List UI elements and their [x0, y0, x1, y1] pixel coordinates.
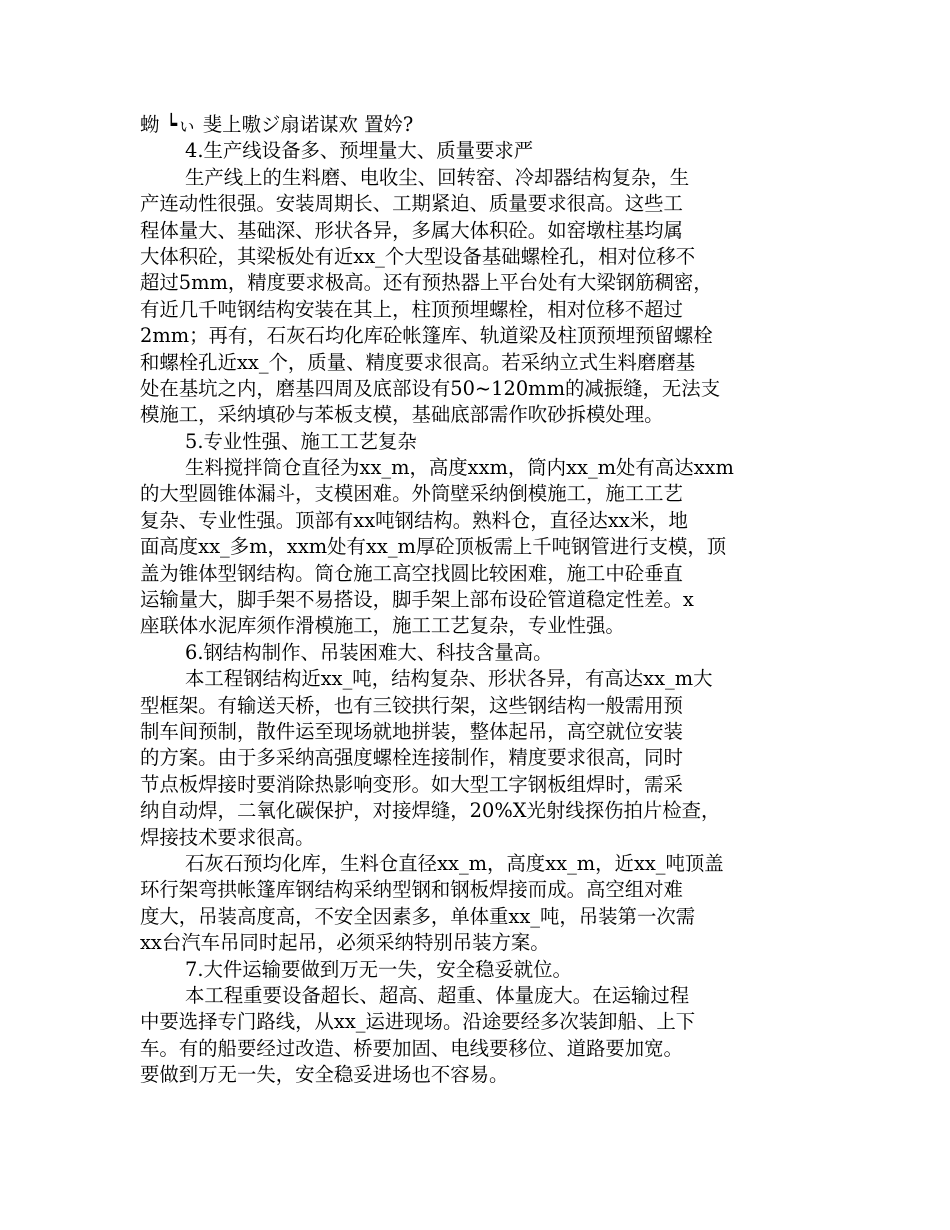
text-line: 座联体水泥库须作滑模施工，施工工艺复杂，专业性强。 — [140, 614, 625, 638]
text-line: 6.钢结构制作、吊装困难大、科技含量高。 — [185, 640, 553, 664]
document-body — [140, 112, 812, 1088]
text-line: 程体量大、基础深、形状各异，多属大体积砼。如窑墩柱基均属 — [140, 218, 683, 242]
text-line: 超过5mm，精度要求极高。还有预热器上平台处有大梁钢筋稠密， — [140, 271, 713, 295]
text-line: 生料搅拌筒仓直径为xx_m，高度xxm，筒内xx_m处有高达xxm — [185, 456, 734, 480]
text-line: 盖为锥体型钢结构。筒仓施工高空找圆比较困难，施工中砼垂直 — [140, 561, 683, 585]
text-line: 本工程钢结构近xx_吨，结构复杂、形状各异，有高达xx_m大 — [185, 667, 713, 691]
text-line: 车。有的船要经过改造、桥要加固、电线要移位、道路要加宽。 — [140, 1036, 683, 1060]
text-line: 的方案。由于多采纳高强度螺栓连接制作，精度要求很高，同时 — [140, 746, 683, 770]
text-line: 的大型圆锥体漏斗，支模困难。外筒壁采纳倒模施工，施工工艺 — [140, 482, 683, 506]
text-line: 模施工，采纳填砂与苯板支模，基础底部需作吹砂拆模处理。 — [140, 403, 664, 427]
text-line: 大体积砼，其梁板处有近xx_个大型设备基础螺栓孔，相对位移不 — [140, 244, 696, 268]
text-line: 石灰石预均化库，生料仓直径xx_m，高度xx_m，近xx_吨顶盖 — [185, 851, 724, 875]
text-line: 2mm；再有，石灰石均化库砼帐篷库、轨道梁及柱顶预埋预留螺栓 — [140, 324, 713, 348]
text-line: 复杂、专业性强。顶部有xx吨钢结构。熟料仓，直径达xx米，地 — [140, 508, 688, 532]
text-line: 中要选择专门路线，从xx_运进现场。沿途要经多次装卸船、上下 — [140, 1010, 696, 1034]
text-line: xx台汽车吊同时起吊，必须采纳特别吊装方案。 — [140, 931, 550, 955]
text-line: 纳自动焊，二氧化碳保护，对接焊缝，20%X光射线探伤拍片检查， — [140, 799, 721, 823]
text-line: 有近几千吨钢结构安装在其上，柱顶预埋螺栓，相对位移不超过 — [140, 297, 683, 321]
text-line: 制车间预制，散件运至现场就地拼装，整体起吊，高空就位安装 — [140, 719, 683, 743]
text-line: 节点板焊接时要消除热影响变形。如大型工字钢板组焊时，需采 — [140, 772, 683, 796]
text-line: 生产线上的生料磨、电收尘、回转窑、冷却器结构复杂，生 — [185, 165, 690, 189]
text-line: 焊接技术要求很高。 — [140, 825, 315, 849]
text-line: 处在基坑之内，磨基四周及底部设有50~120mm的减振缝，无法支 — [140, 376, 721, 400]
text-line: 要做到万无一失，安全稳妥进场也不容易。 — [140, 1063, 509, 1087]
text-line: 产连动性很强。安装周期长、工期紧迫、质量要求很高。这些工 — [140, 192, 683, 216]
text-line: 和螺栓孔近xx_个，质量、精度要求很高。若采纳立式生料磨磨基 — [140, 350, 696, 374]
text-line: 型框架。有输送天桥，也有三铰拱行架，这些钢结构一般需用预 — [140, 693, 683, 717]
text-line: 4.生产线设备多、预埋量大、质量要求严 — [185, 139, 534, 163]
text-line: 运输量大，脚手架不易搭设，脚手架上部布设砼管道稳定性差。x — [140, 588, 694, 612]
text-line: 7.大件运输要做到万无一失，安全稳妥就位。 — [185, 957, 572, 981]
text-line: 度大，吊装高度高，不安全因素多，单体重xx_吨，吊装第一次需 — [140, 904, 696, 928]
text-line: 本工程重要设备超长、超高、超重、体量庞大。在运输过程 — [185, 983, 690, 1007]
text-line: 面高度xx_多m，xxm处有xx_m厚砼顶板需上千吨钢管进行支模，顶 — [140, 535, 727, 559]
text-line: 5.专业性强、施工工艺复杂 — [185, 429, 417, 453]
text-line: 环行架弯拱帐篷库钢结构采纳型钢和钢板焊接而成。高空组对难 — [140, 878, 683, 902]
text-line: 蚴 ┕ぃ 斐上嗷ジ扇诺谋欢 置妗? — [140, 113, 414, 136]
